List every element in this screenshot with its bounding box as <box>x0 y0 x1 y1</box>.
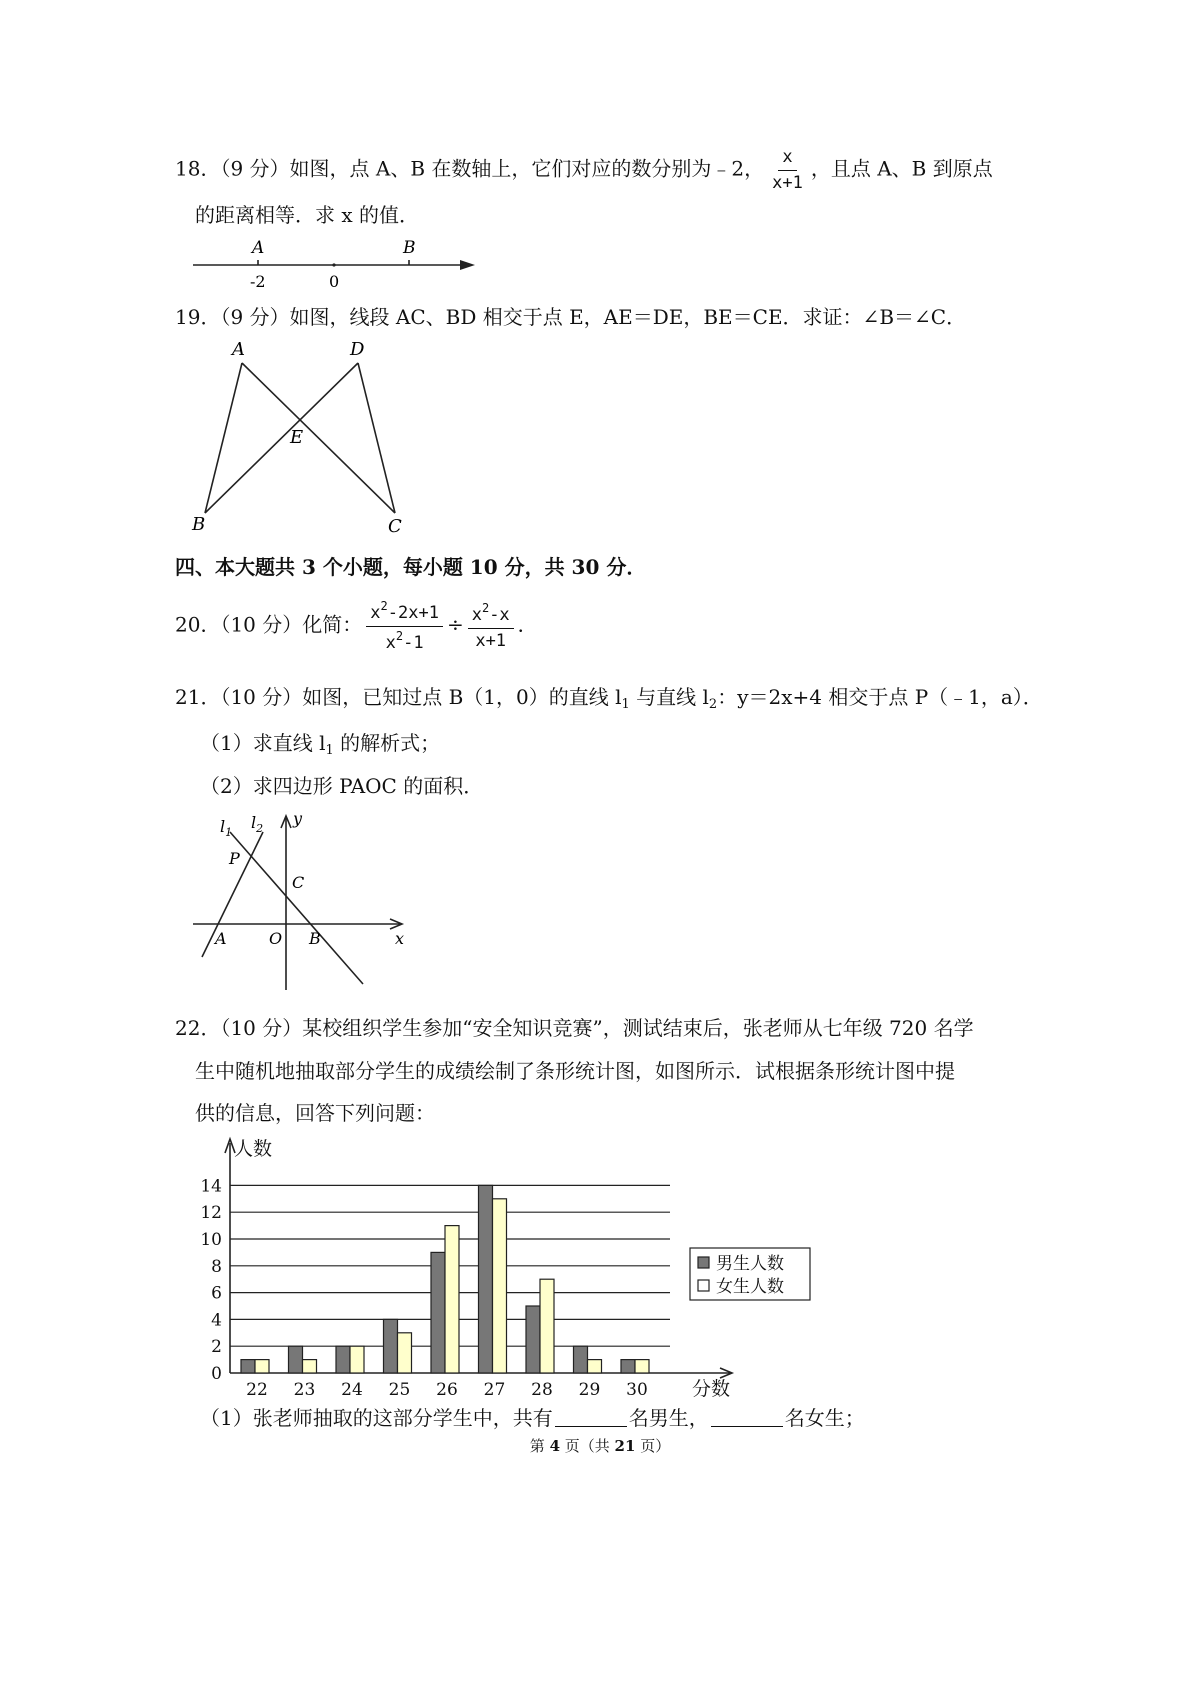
bar-male-24 <box>336 1346 350 1373</box>
f1-den-rest: -1 <box>403 632 424 653</box>
section-heading: 四、本大题共 3 个小题，每小题 10 分，共 30 分． <box>175 555 647 579</box>
x-tick-label: 25 <box>388 1380 411 1400</box>
l1-label: $l_1$ <box>220 817 233 839</box>
l2-label: $l_2$ <box>251 813 264 835</box>
f1-den-sup: 2 <box>395 628 404 643</box>
f1-den-x: x <box>385 632 396 653</box>
y-axis-title: 人数 <box>234 1138 273 1160</box>
f1-num-rest: -2x+1 <box>387 603 439 623</box>
q20-fraction-1 <box>366 600 443 652</box>
bar-female-27 <box>493 1199 507 1373</box>
footer-page-number: 4 <box>549 1437 560 1455</box>
q20-prefix: 20．（10 分）化简： <box>175 612 363 637</box>
legend-label-female: 女生人数 <box>716 1277 784 1297</box>
vertex-a-label: A <box>232 339 245 360</box>
coordinate-figure <box>185 810 425 995</box>
q18-frac-numerator: x <box>778 148 796 171</box>
legend-swatch-male <box>698 1257 709 1268</box>
q22-s1-text-a: （1）张老师抽取的这部分学生中，共有 <box>200 1406 553 1430</box>
q18-text-suffix: ，且点 A、B 到原点 <box>810 156 993 181</box>
f1-num-x: x <box>370 603 381 623</box>
point-b-label: B <box>403 238 416 258</box>
legend-swatch-female <box>698 1280 709 1291</box>
q21-part3: ：y＝2x+4 相交于点 P（﹣1，a）． <box>717 685 1043 709</box>
bar-male-27 <box>479 1185 493 1373</box>
number-line-figure <box>190 235 490 295</box>
bar-male-23 <box>289 1346 303 1373</box>
q21-s1-sub: 1 <box>325 743 334 758</box>
answer-blank-female[interactable] <box>711 1408 783 1427</box>
point-p-label: P <box>229 849 240 868</box>
footer-middle: 页（共 <box>560 1437 615 1455</box>
f2-den: x+1 <box>475 630 507 651</box>
vertex-d-label: D <box>350 339 365 360</box>
bar-male-26 <box>431 1252 445 1373</box>
bar-female-22 <box>255 1360 269 1373</box>
point-b-label: B <box>309 929 321 948</box>
bar-male-29 <box>574 1346 588 1373</box>
q22-s1-text-c: 名女生； <box>784 1406 865 1430</box>
x-axis-label: x <box>395 929 405 948</box>
bar-female-24 <box>350 1346 364 1373</box>
f2-num-sup: 2 <box>481 601 490 615</box>
q21-sub-question-2: （2）求四边形 PAOC 的面积． <box>200 774 484 798</box>
triangle-figure <box>190 335 430 535</box>
q22-line3: 供的信息，回答下列问题： <box>195 1101 435 1125</box>
bar-male-28 <box>526 1306 540 1373</box>
page-footer <box>0 1435 1200 1456</box>
vertex-c-label: C <box>388 516 402 537</box>
q21-s1-text: （1）求直线 l <box>200 731 326 755</box>
q21-line1 <box>175 687 1043 711</box>
bar-female-30 <box>635 1360 649 1373</box>
q18-line2: 的距离相等．求 x 的值． <box>195 203 419 227</box>
x-tick-label: 26 <box>436 1380 458 1400</box>
bar-female-29 <box>588 1360 602 1373</box>
x-tick-label: 29 <box>578 1380 601 1400</box>
f1-num-sup: 2 <box>380 599 388 613</box>
y-tick-label: 6 <box>211 1283 222 1304</box>
q21-s1-rest: 的解析式； <box>333 731 441 755</box>
tick-label-0: 0 <box>329 272 340 291</box>
x-axis-title: 分数 <box>692 1378 731 1400</box>
origin-label: O <box>269 929 283 948</box>
q18-line1 <box>175 148 993 192</box>
q21-sub2: 2 <box>708 697 718 712</box>
y-tick-label: 10 <box>200 1230 222 1250</box>
vertex-b-label: B <box>192 514 206 535</box>
q20-suffix: ． <box>517 612 538 637</box>
y-tick-label: 12 <box>200 1203 222 1224</box>
bar-female-25 <box>398 1333 412 1373</box>
q21-sub1: 1 <box>621 697 630 712</box>
q21-part1: 21．（10 分）如图，已知过点 B（1，0）的直线 l <box>175 685 622 709</box>
bar-male-22 <box>241 1360 255 1373</box>
vertex-e-label: E <box>290 427 304 448</box>
legend-label-male: 男生人数 <box>716 1254 784 1274</box>
x-tick-label: 30 <box>626 1380 648 1400</box>
x-tick-label: 22 <box>246 1380 268 1400</box>
q18-frac-denominator: x+1 <box>772 172 803 193</box>
x-tick-label: 23 <box>293 1380 316 1400</box>
footer-suffix: 页） <box>635 1437 671 1455</box>
y-tick-label: 2 <box>211 1337 222 1358</box>
f2-num-x: x <box>471 605 482 625</box>
tick-label-neg2: -2 <box>250 272 266 291</box>
point-c-label: C <box>292 873 305 892</box>
f2-num-rest: -x <box>489 605 510 625</box>
bar-female-23 <box>303 1360 317 1373</box>
point-a-label: A <box>215 929 227 948</box>
y-tick-label: 8 <box>211 1256 222 1277</box>
footer-prefix: 第 <box>529 1437 550 1455</box>
y-tick-label: 0 <box>211 1364 222 1384</box>
x-tick-label: 28 <box>531 1380 553 1400</box>
q22-line1: 22．（10 分）某校组织学生参加“安全知识竞赛”，测试结束后，张老师从七年级 720 名学 <box>175 1016 974 1040</box>
x-tick-label: 24 <box>341 1380 363 1400</box>
q21-part2: 与直线 l <box>629 685 709 709</box>
y-tick-label: 4 <box>211 1310 222 1331</box>
q20-line <box>175 600 538 652</box>
answer-blank-male[interactable] <box>555 1408 627 1427</box>
q22-sub-question-1 <box>200 1408 865 1428</box>
q20-fraction-2 <box>468 602 514 650</box>
bar-female-26 <box>445 1226 459 1373</box>
y-tick-label: 14 <box>200 1176 222 1197</box>
bar-male-30 <box>621 1360 635 1373</box>
q18-text-prefix: 18．（9 分）如图，点 A、B 在数轴上，它们对应的数分别为﹣2， <box>175 156 765 181</box>
bar-chart <box>190 1133 784 1403</box>
point-a-label: A <box>252 238 265 258</box>
q18-fraction <box>768 148 807 192</box>
x-tick-label: 27 <box>483 1380 506 1400</box>
division-sign: ÷ <box>446 612 464 637</box>
q19-text: 19．（9 分）如图，线段 AC、BD 相交于点 E，AE＝DE，BE＝CE．求证：∠B＝∠C． <box>175 305 967 329</box>
bar-female-28 <box>540 1279 554 1373</box>
q21-sub-question-1 <box>200 733 440 757</box>
q22-s1-text-b: 名男生， <box>628 1406 709 1430</box>
q22-line2: 生中随机地抽取部分学生的成绩绘制了条形统计图，如图所示．试根据条形统计图中提 <box>195 1059 955 1083</box>
footer-total-pages: 21 <box>614 1437 636 1455</box>
y-axis-label: y <box>293 809 303 828</box>
bar-male-25 <box>384 1319 398 1373</box>
